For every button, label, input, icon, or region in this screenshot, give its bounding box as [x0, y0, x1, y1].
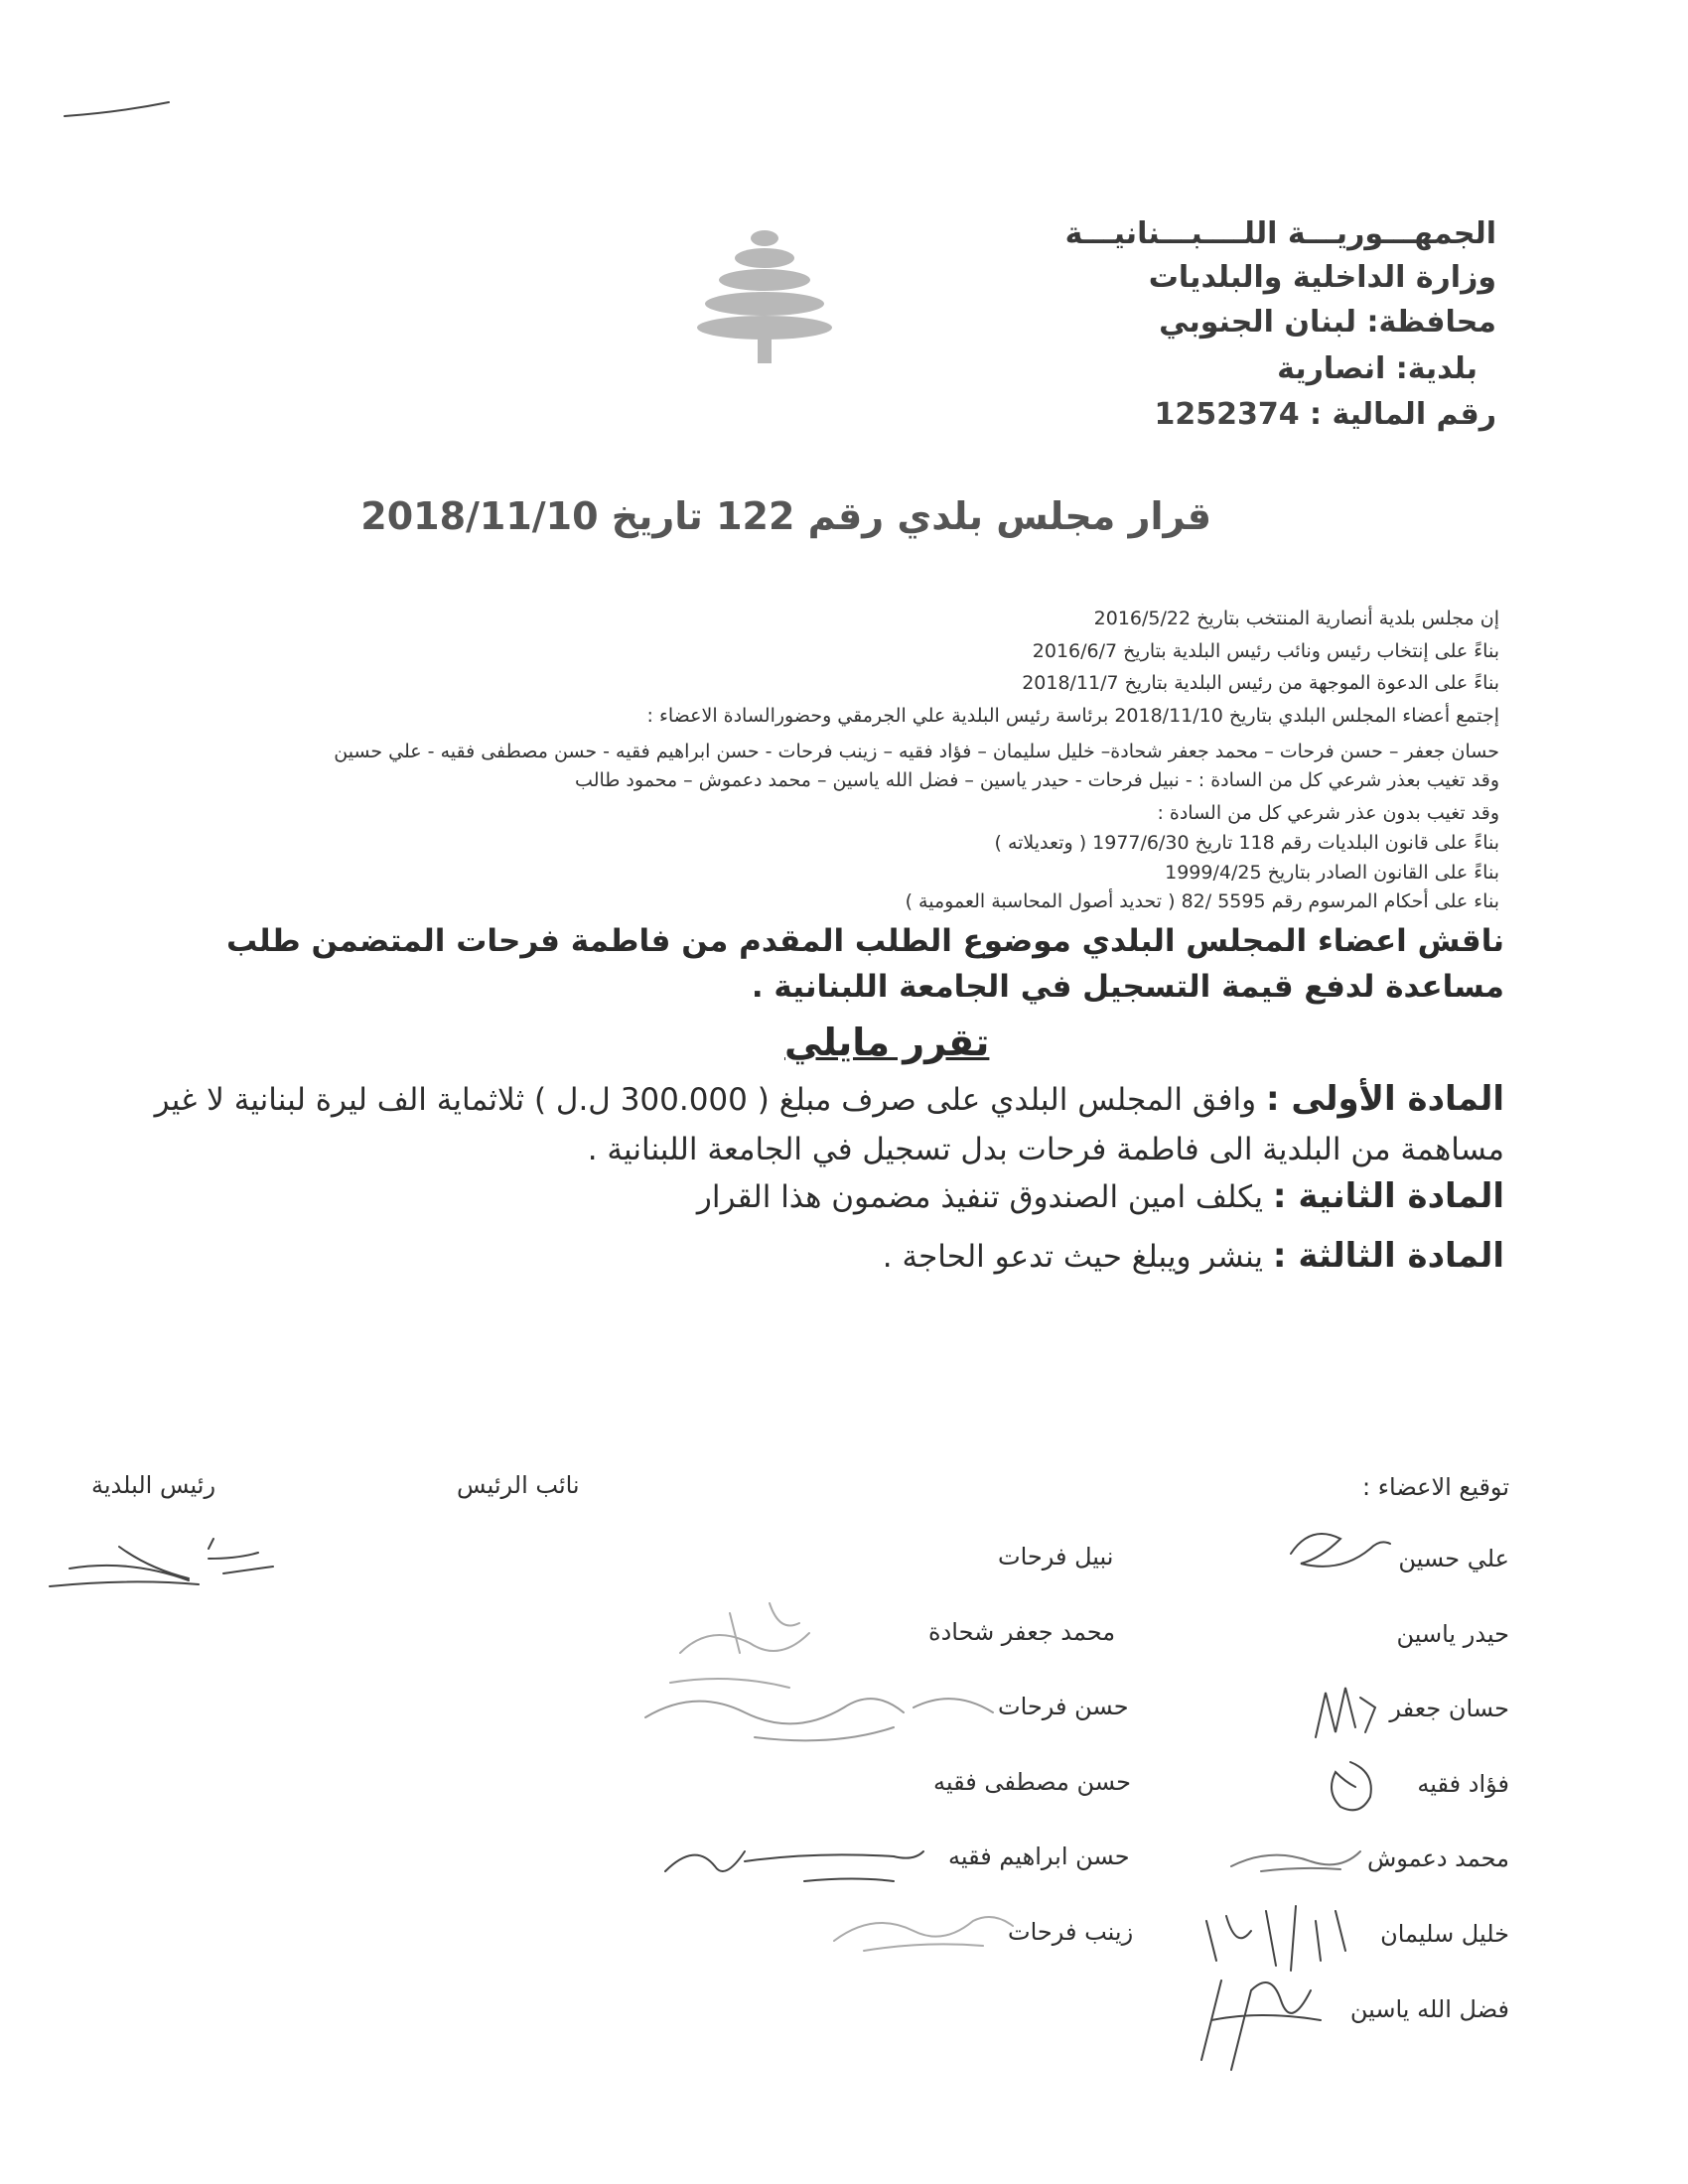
member-fadlallah-yassine: فضل الله ياسين	[1349, 1995, 1509, 2023]
corner-mark	[60, 94, 179, 124]
article-3-text: ينشر ويبلغ حيث تدعو الحاجة .	[882, 1239, 1264, 1275]
signature-hassan-farhat	[635, 1668, 1013, 1757]
decision-heading: تقرر مايلي	[784, 1021, 990, 1064]
preamble-line-6: وقد تغيب بعذر شرعي كل من السادة : - نبيل فرحات - حيدر ياسين – فضل الله ياسين – محمد دعموش – محمود طالب	[575, 769, 1499, 791]
finance-number: 1252374	[1154, 397, 1300, 432]
preamble-line-4: إجتمع أعضاء المجلس البلدي بتاريخ 2018/11/10 برئاسة رئيس البلدية علي الجرمقي وحضورالسادة الاعضاء :	[646, 705, 1499, 727]
cedar-emblem-icon	[690, 220, 839, 367]
ministry-name: وزارة الداخلية والبلديات	[1148, 260, 1496, 295]
signature-hassan-jaafar	[1306, 1678, 1395, 1747]
member-zeinab-farhat: زينب فرحات	[1008, 1918, 1134, 1946]
article-3-label: المادة الثالثة :	[1272, 1236, 1504, 1276]
finance-number-row	[1154, 397, 1496, 432]
members-signature-label: توقيع الاعضاء :	[1362, 1473, 1509, 1501]
signature-ali-hussein	[1281, 1519, 1400, 1588]
article-1	[124, 1074, 1504, 1174]
member-hassan-farhat: حسن فرحات	[998, 1693, 1129, 1720]
article-2-label: المادة الثانية :	[1272, 1176, 1504, 1216]
governorate-name: محافظة: لبنان الجنوبي	[1159, 305, 1496, 340]
preamble-line-3: بناءً على الدعوة الموجهة من رئيس البلدية بتاريخ 2018/11/7	[1022, 672, 1499, 694]
article-2-text: يكلف امين الصندوق تنفيذ مضمون هذا القرار	[696, 1179, 1264, 1215]
signature-mohamad-damoush	[1221, 1832, 1370, 1881]
member-nabil-farhat: نبيل فرحات	[998, 1543, 1114, 1570]
signature-fouad-fakih	[1316, 1752, 1385, 1822]
member-mohamad-jaafar-shehadeh: محمد جعفر شحادة	[928, 1618, 1116, 1646]
discussion-paragraph: ناقش اعضاء المجلس البلدي موضوع الطلب المقدم من فاطمة فرحات المتضمن طلب مساعدة لدفع قيمة التسجيل في الجامعة اللبنانية .	[226, 923, 1504, 1005]
preamble-line-1: إن مجلس بلدية أنصارية المنتخب بتاريخ 2016/5/22	[1093, 608, 1499, 629]
article-1-text: وافق المجلس البلدي على صرف مبلغ ( 300.000 ل.ل ) ثلاثماية الف ليرة لبنانية لا غير مساهمة من البلدية الى فاطمة فرحات بدل تسجيل في الجامعة اللبنانية .	[154, 1082, 1504, 1167]
finance-label: رقم المالية :	[1310, 397, 1496, 432]
member-ali-hussein: علي حسين	[1398, 1545, 1509, 1572]
mayor-label: رئيس البلدية	[91, 1471, 216, 1499]
member-fouad-fakih: فؤاد فقيه	[1417, 1770, 1509, 1798]
signature-hassan-ibrahim-fakih	[655, 1822, 933, 1901]
member-haidar-yassine: حيدر ياسين	[1396, 1620, 1509, 1648]
member-khalil-sleiman: خليل سليمان	[1380, 1920, 1509, 1948]
signature-zeinab-farhat	[824, 1891, 1023, 1961]
preamble-line-7: وقد تغيب بدون عذر شرعي كل من السادة :	[1157, 802, 1499, 824]
deputy-label: نائب الرئيس	[457, 1471, 580, 1499]
decision-title: قرار مجلس بلدي رقم 122 تاريخ 2018/11/10	[360, 494, 1211, 538]
member-mohamad-damoush: محمد دعموش	[1366, 1844, 1509, 1872]
member-hassan-mustafa-fakih: حسن مصطفى فقيه	[933, 1768, 1131, 1796]
preamble-line-2: بناءً على إنتخاب رئيس ونائب رئيس البلدية بتاريخ 2016/6/7	[1032, 640, 1499, 662]
mayor-signature	[40, 1529, 288, 1598]
member-hassan-ibrahim-fakih: حسن ابراهيم فقيه	[948, 1843, 1130, 1870]
article-3	[124, 1231, 1504, 1282]
member-hassan-jaafar: حسان جعفر	[1389, 1695, 1509, 1722]
article-1-label: المادة الأولى :	[1265, 1079, 1504, 1119]
preamble-line-8: بناءً على قانون البلديات رقم 118 تاريخ 1977/6/30 ( وتعديلاته )	[994, 832, 1499, 854]
municipality-name: بلدية: انصارية	[1277, 351, 1477, 386]
preamble-line-5: حسان جعفر – حسن فرحات – محمد جعفر شحادة– خليل سليمان – فؤاد فقيه – زينب فرحات - حسن ابراهيم فقيه - حسن مصطفى فقيه - علي حسين	[334, 741, 1499, 762]
article-2	[124, 1171, 1504, 1222]
preamble-line-10: بناء على أحكام المرسوم رقم 5595 /82 ( تحديد أصول المحاسبة العمومية )	[905, 890, 1499, 912]
republic-name: الجمهـــوريـــة اللــــبـــنانيـــة	[1064, 216, 1496, 251]
preamble-line-9: بناءً على القانون الصادر بتاريخ 1999/4/25	[1165, 862, 1499, 884]
signature-fadlallah-yassine	[1182, 1961, 1340, 2080]
